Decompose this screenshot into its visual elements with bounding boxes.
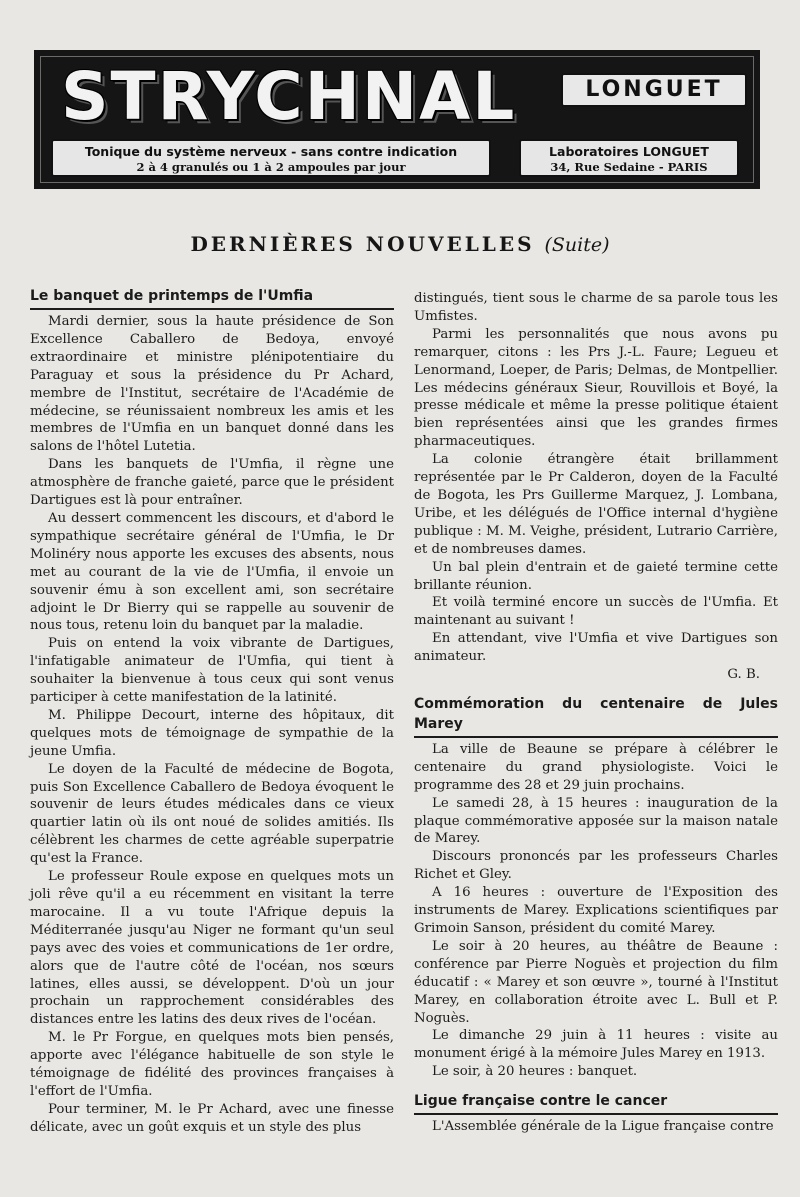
advertisement-frame	[40, 56, 754, 183]
ad-address-box	[519, 139, 739, 177]
paragraph: Au dessert commencent les discours, et d'abord le sympathique secrétaire général de l'Umfia, le Dr Molinéry nous apporte les excuses des absents, nous met au courant de la vie de l'Umfia, il envoie un souvenir ému à son excellent ami, son secrétaire adjoint le Dr Bierry qui se rappelle au souvenir de nous tous, retenu loin du banquet par la maladie.	[30, 510, 394, 634]
paragraph: La colonie étrangère était brillamment représentée par le Pr Calderon, doyen de la Faculté de Bogota, les Prs Guillerme Marquez, J. Lombana, Uribe, et les délégués de l'Office internal d'hygiène publique : M. M. Veighe, président, Lutrario Carrière, et de nombreuses dames.	[414, 452, 778, 557]
paragraph: Le soir, à 20 heures : banquet.	[432, 1064, 638, 1080]
paragraph: En attendant, vive l'Umfia et vive Dartigues son animateur.	[414, 631, 778, 665]
right-column	[414, 290, 778, 1136]
paragraph: Le soir à 20 heures, au théâtre de Beaune : conférence par Pierre Noguès et projection du film éducatif : « Marey et son œuvre », tourné à l'Institut Marey, en collaboration étroite avec L. Bull et P. Noguès.	[414, 938, 778, 1026]
section-title	[0, 232, 800, 256]
signature: G. B.	[727, 667, 760, 683]
ad-address: 34, Rue Sedaine - PARIS	[550, 160, 708, 174]
ad-description-box	[51, 139, 491, 177]
brand-logo: STRYCHNAL	[61, 58, 517, 135]
ad-tagline: Tonique du système nerveux - sans contre indication	[84, 144, 458, 159]
ad-dosage: 2 à 4 granulés ou 1 à 2 ampoules par jour	[136, 160, 406, 174]
paragraph: Puis on entend la voix vibrante de Dartigues, l'infatigable animateur de l'Umfia, qui tient à souhaiter la bienvenue à tous ceux qui sont venus participer à cette manifestation de la latinité.	[30, 636, 394, 706]
paragraph: A 16 heures : ouverture de l'Exposition des instruments de Marey. Explications scientifiques par Grimoin Sanson, président du comité Marey.	[414, 885, 778, 936]
ad-lab-name: Laboratoires LONGUET	[549, 144, 709, 159]
article-body	[30, 313, 394, 1137]
paragraph: L'Assemblée générale de la Ligue française contre	[432, 1119, 774, 1135]
paragraph: Le doyen de la Faculté de médecine de Bogota, puis Son Excellence Caballero de Bedoya évoquent le souvenir de leurs études médicales dans ce vieux quartier latin où ils ont noué de solides amitiés. Ils célèbrent les charmes de cette agréable superpatrie qu'est la France.	[30, 761, 394, 867]
brand-sub-label: LONGUET	[561, 73, 747, 107]
paragraph: Discours prononcés par les professeurs Charles Richet et Gley.	[414, 849, 778, 883]
paragraph: Le dimanche 29 juin à 11 heures : visite au monument érigé à la mémoire Jules Marey en 1913.	[414, 1028, 778, 1062]
paragraph: Parmi les personnalités que nous avons pu remarquer, citons : les Prs J.-L. Faure; Legueu et Lenormand, Loeper, de Paris; Delmas, de Montpellier. Les médecins généraux Sieur, Rouvillois et Boyé, la presse médicale et même la presse politique étaient bien représentées ainsi que les grandes firmes pharmaceutiques.	[414, 326, 779, 450]
paragraph: Mardi dernier, sous la haute présidence de Son Excellence Caballero de Bedoya, envoyé extraordinaire et ministre plénipotentiaire du Paraguay et sous la présidence du Pr Achard, membre de l'Institut, secrétaire de l'Académie de médecine, se réunissaient nombreux les amis et les membres de l'Umfia en un banquet donné dans les salons de l'hôtel Lutetia.	[30, 314, 394, 455]
paragraph: M. le Pr Forgue, en quelques mots bien pensés, apporte avec l'élégance habituelle de son style le témoignage de fidélité des provinces françaises à l'effort de l'Umfia.	[30, 1030, 394, 1099]
paragraph: Le professeur Roule expose en quelques mots un joli rêve qu'il a eu récemment en visitant la terre marocaine. Il a vu toute l'Afrique depuis la Méditerranée jusqu'au Niger ne formant qu'un seul pays avec des voies et communications de 1er ordre, alors que de l'autre côté de l'océan, nos sœurs latines, elles aussi, se développent. D'où un jour prochain un rapprochement considérables des distances entre les latins des deux rives de l'océan.	[30, 869, 394, 1028]
advertisement-banner	[34, 50, 760, 189]
section-title-main: DERNIÈRES NOUVELLES	[190, 232, 535, 256]
paragraph: Le samedi 28, à 15 heures : inauguration de la plaque commémorative apposée sur la maison natale de Marey.	[414, 795, 778, 847]
article-heading: Commémoration du centenaire de Jules Marey	[414, 694, 778, 738]
article-heading: Ligue française contre le cancer	[414, 1091, 778, 1115]
paragraph: Un bal plein d'entrain et de gaieté termine cette brillante réunion.	[414, 559, 778, 593]
article-heading: Le banquet de printemps de l'Umfia	[30, 286, 394, 310]
section-title-suite: (Suite)	[544, 234, 610, 256]
paragraph: Pour terminer, M. le Pr Achard, avec une finesse délicate, avec un goût exquis et un style des plus	[30, 1101, 394, 1135]
paragraph: La ville de Beaune se prépare à célébrer le centenaire du grand physiologiste. Voici le programme des 28 et 29 juin prochains.	[414, 741, 778, 793]
paragraph: Dans les banquets de l'Umfia, il règne une atmosphère de franche gaieté, parce que le président Dartigues est là pour entraîner.	[30, 457, 394, 509]
left-column	[30, 286, 394, 1137]
paragraph: distingués, tient sous le charme de sa parole tous les Umfistes.	[414, 291, 778, 324]
paragraph: M. Philippe Decourt, interne des hôpitaux, dit quelques mots de témoignage de sympathie de la jeune Umfia.	[30, 707, 394, 759]
paragraph: Et voilà terminé encore un succès de l'Umfia. Et maintenant au suivant !	[414, 595, 778, 629]
